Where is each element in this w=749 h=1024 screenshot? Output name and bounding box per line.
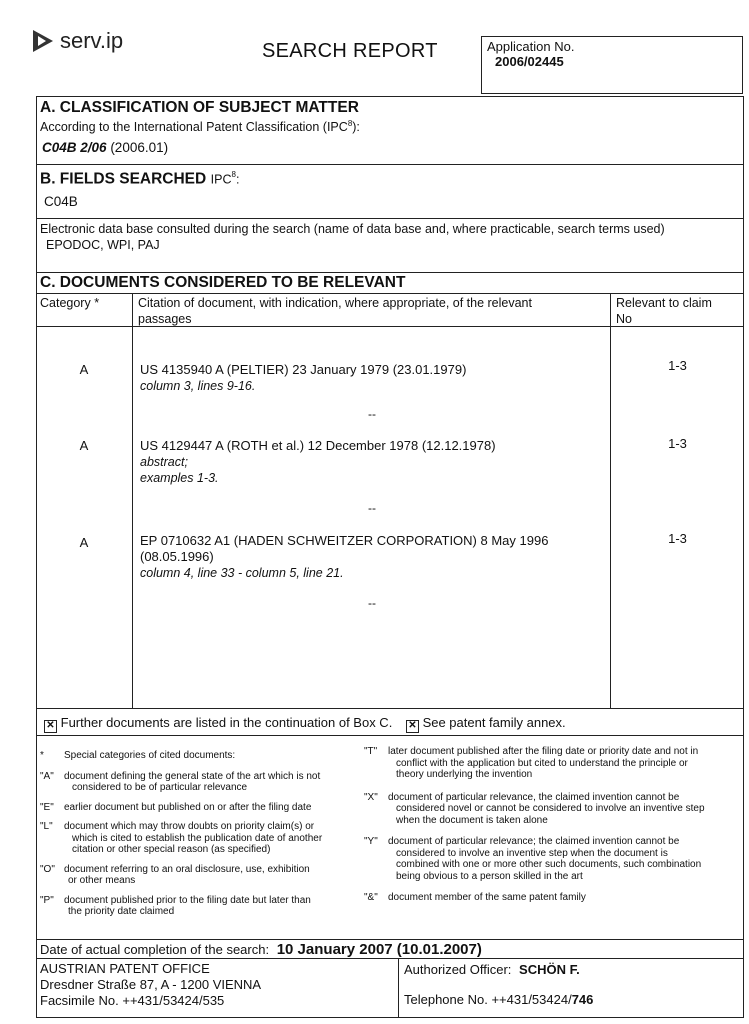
divider-a-b bbox=[36, 164, 744, 165]
legend-t: "T" later document published after the filing date or priority date and not in conflict with the application but cited to understand the principle or theory underlying the invention bbox=[364, 746, 699, 780]
officer-label: Authorized Officer: bbox=[404, 962, 512, 977]
doc-category: A bbox=[79, 438, 89, 453]
doc-citation: EP 0710632 A1 (HADEN SCHWEITZER CORPORATION) 8 May 1996 (08.05.1996) column 4, line 33 - column 5, line 21. bbox=[140, 533, 549, 580]
separator: -- bbox=[368, 407, 376, 421]
legend-x: "X" document of particular relevance, the claimed invention cannot be considered novel or cannot be considered to involve an inventive step when the document is taken alone bbox=[364, 791, 705, 826]
ipc-line: According to the International Patent Classification (IPC$^8$): bbox=[40, 119, 360, 135]
legend-y: "Y" document of particular relevance; the claimed invention cannot be considered to involve an inventive step when the document is combined with one or more other such documents, such combination being obvious to a person skilled in the art bbox=[364, 836, 702, 882]
application-number: 2006/02445 bbox=[495, 54, 564, 69]
family-annex-text: See patent family annex. bbox=[422, 715, 566, 730]
col-citation-header: Citation of document, with indication, where appropriate, of the relevant passages bbox=[138, 296, 532, 326]
telephone-ext: 746 bbox=[571, 992, 594, 1007]
doc-citation: US 4129447 A (ROTH et al.) 12 December 1978 (12.12.1978) abstract; examples 1-3. bbox=[140, 438, 496, 485]
legend-left bbox=[40, 750, 360, 918]
divider-db-c bbox=[36, 272, 744, 273]
completion-label: Date of actual completion of the search: bbox=[40, 942, 270, 957]
field-searched: C04B bbox=[44, 194, 78, 209]
doc-category: A bbox=[79, 362, 89, 377]
legend-e: "E" earlier document but published on or after the filing date bbox=[40, 801, 312, 813]
class-date: (2006.01) bbox=[110, 140, 169, 155]
col-category-header: Category * bbox=[40, 296, 100, 310]
officer-line bbox=[404, 962, 580, 977]
completion-date: 10 January 2007 (10.01.2007) bbox=[276, 941, 482, 958]
legend-amp: "&" document member of the same patent family bbox=[364, 892, 586, 903]
application-box bbox=[481, 36, 743, 94]
classification bbox=[42, 140, 168, 155]
col-divider-1 bbox=[132, 293, 133, 708]
divider-legend bbox=[36, 939, 744, 940]
section-a-heading: A. CLASSIFICATION OF SUBJECT MATTER bbox=[40, 99, 359, 116]
divider-further bbox=[36, 735, 744, 736]
legend-p: "P" document published prior to the filing date but later than the priority date claimed bbox=[40, 894, 311, 917]
telephone-line bbox=[404, 992, 593, 1007]
database-note: Electronic data base consulted during the search (name of data base and, where practicable, search terms used) bbox=[40, 222, 665, 236]
officer-name: SCHÖN F. bbox=[519, 962, 580, 977]
family-annex-checkbox: ✕ bbox=[406, 720, 419, 733]
facsimile: Facsimile No. ++431/53424/535 bbox=[40, 993, 225, 1008]
divider-completion bbox=[36, 958, 744, 959]
office-name: AUSTRIAN PATENT OFFICE bbox=[40, 961, 210, 976]
separator: -- bbox=[368, 596, 376, 610]
divider-table-end bbox=[36, 708, 744, 709]
play-arrow-icon bbox=[30, 28, 56, 54]
databases: EPODOC, WPI, PAJ bbox=[46, 238, 160, 252]
logo bbox=[30, 28, 123, 54]
divider-c-head bbox=[36, 293, 744, 294]
legend-star: * Special categories of cited documents: bbox=[40, 750, 236, 761]
class-code: C04B 2/06 bbox=[42, 140, 107, 155]
doc-claims: 1-3 bbox=[668, 531, 687, 546]
further-docs-checkbox: ✕ bbox=[44, 720, 57, 733]
separator: -- bbox=[368, 501, 376, 515]
divider-b-db bbox=[36, 218, 744, 219]
legend-o: "O" document referring to an oral disclosure, use, exhibition or other means bbox=[40, 863, 310, 886]
office-address: Dresdner Straße 87, A - 1200 VIENNA bbox=[40, 977, 262, 992]
legend-l: "L" document which may throw doubts on priority claim(s) or which is cited to establish the publication date of another citation or other special reason (as specified) bbox=[40, 821, 323, 855]
logo-text: serv.ip bbox=[60, 28, 124, 53]
further-documents-line bbox=[44, 715, 566, 733]
doc-claims: 1-3 bbox=[668, 358, 687, 373]
doc-claims: 1-3 bbox=[668, 436, 687, 451]
doc-citation: US 4135940 A (PELTIER) 23 January 1979 (23.01.1979) column 3, lines 9-16. bbox=[140, 362, 467, 393]
legend-a: "A" document defining the general state of the art which is not considered to be of particular relevance bbox=[40, 770, 321, 793]
doc-category: A bbox=[79, 535, 89, 550]
application-label: Application No. bbox=[487, 39, 575, 54]
page-title: SEARCH REPORT bbox=[262, 40, 438, 62]
section-b-heading: B. FIELDS SEARCHED IPC$^8$: bbox=[40, 170, 240, 188]
telephone-label: Telephone No. ++431/53424/ bbox=[404, 992, 572, 1007]
footer-divider bbox=[398, 958, 399, 1018]
section-c-heading: C. DOCUMENTS CONSIDERED TO BE RELEVANT bbox=[40, 274, 406, 291]
further-docs-text: Further documents are listed in the continuation of Box C. bbox=[60, 715, 393, 730]
completion-line bbox=[40, 941, 482, 958]
col-claim-header: Relevant to claim No bbox=[616, 296, 712, 326]
legend-right bbox=[364, 746, 742, 904]
col-divider-2 bbox=[610, 293, 611, 708]
office-block bbox=[40, 961, 261, 1009]
